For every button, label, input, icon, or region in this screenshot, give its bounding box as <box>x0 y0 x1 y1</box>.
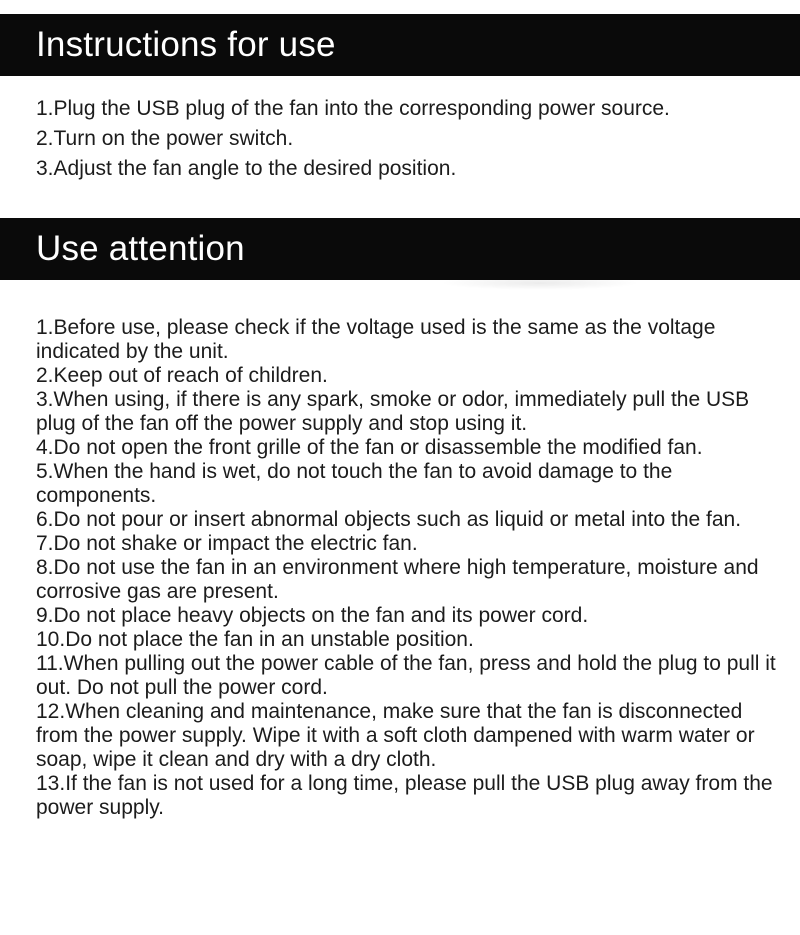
attention-title: Use attention <box>36 229 245 268</box>
attention-item: 10.Do not place the fan in an unstable position. <box>36 628 474 651</box>
attention-item: 1.Before use, please check if the voltage used is the same as the voltage indicated by the unit. <box>36 316 716 363</box>
attention-item: 3.When using, if there is any spark, smoke or odor, immediately pull the USB plug of the fan off the power supply and stop using it. <box>36 388 750 435</box>
decorative-smudge <box>440 276 640 290</box>
attention-item: 9.Do not place heavy objects on the fan and its power cord. <box>36 604 589 627</box>
instructions-title: Instructions for use <box>36 25 336 64</box>
attention-item: 12.When cleaning and maintenance, make sure that the fan is disconnected from the power supply. Wipe it with a soft cloth dampened with warm water or soap, wipe it clean and dry with a dry cloth. <box>36 700 755 771</box>
instruction-item: 1.Plug the USB plug of the fan into the corresponding power source. <box>36 97 670 120</box>
attention-item: 13.If the fan is not used for a long time, please pull the USB plug away from the power supply. <box>36 772 773 819</box>
attention-item: 4.Do not open the front grille of the fan or disassemble the modified fan. <box>36 436 703 459</box>
instruction-item: 2.Turn on the power switch. <box>36 127 294 150</box>
attention-item: 11.When pulling out the power cable of the fan, press and hold the plug to pull it out. Do not pull the power cord. <box>36 652 776 699</box>
attention-item: 8.Do not use the fan in an environment where high temperature, moisture and corrosive gas are present. <box>36 556 759 603</box>
attention-banner <box>0 218 800 280</box>
instructions-list <box>36 94 776 184</box>
attention-item: 7.Do not shake or impact the electric fan. <box>36 532 418 555</box>
attention-item: 5.When the hand is wet, do not touch the fan to avoid damage to the components. <box>36 460 673 507</box>
instructions-banner <box>0 14 800 76</box>
attention-item: 6.Do not pour or insert abnormal objects such as liquid or metal into the fan. <box>36 508 742 531</box>
attention-list <box>36 316 776 820</box>
attention-item: 2.Keep out of reach of children. <box>36 364 328 387</box>
instruction-item: 3.Adjust the fan angle to the desired position. <box>36 157 457 180</box>
